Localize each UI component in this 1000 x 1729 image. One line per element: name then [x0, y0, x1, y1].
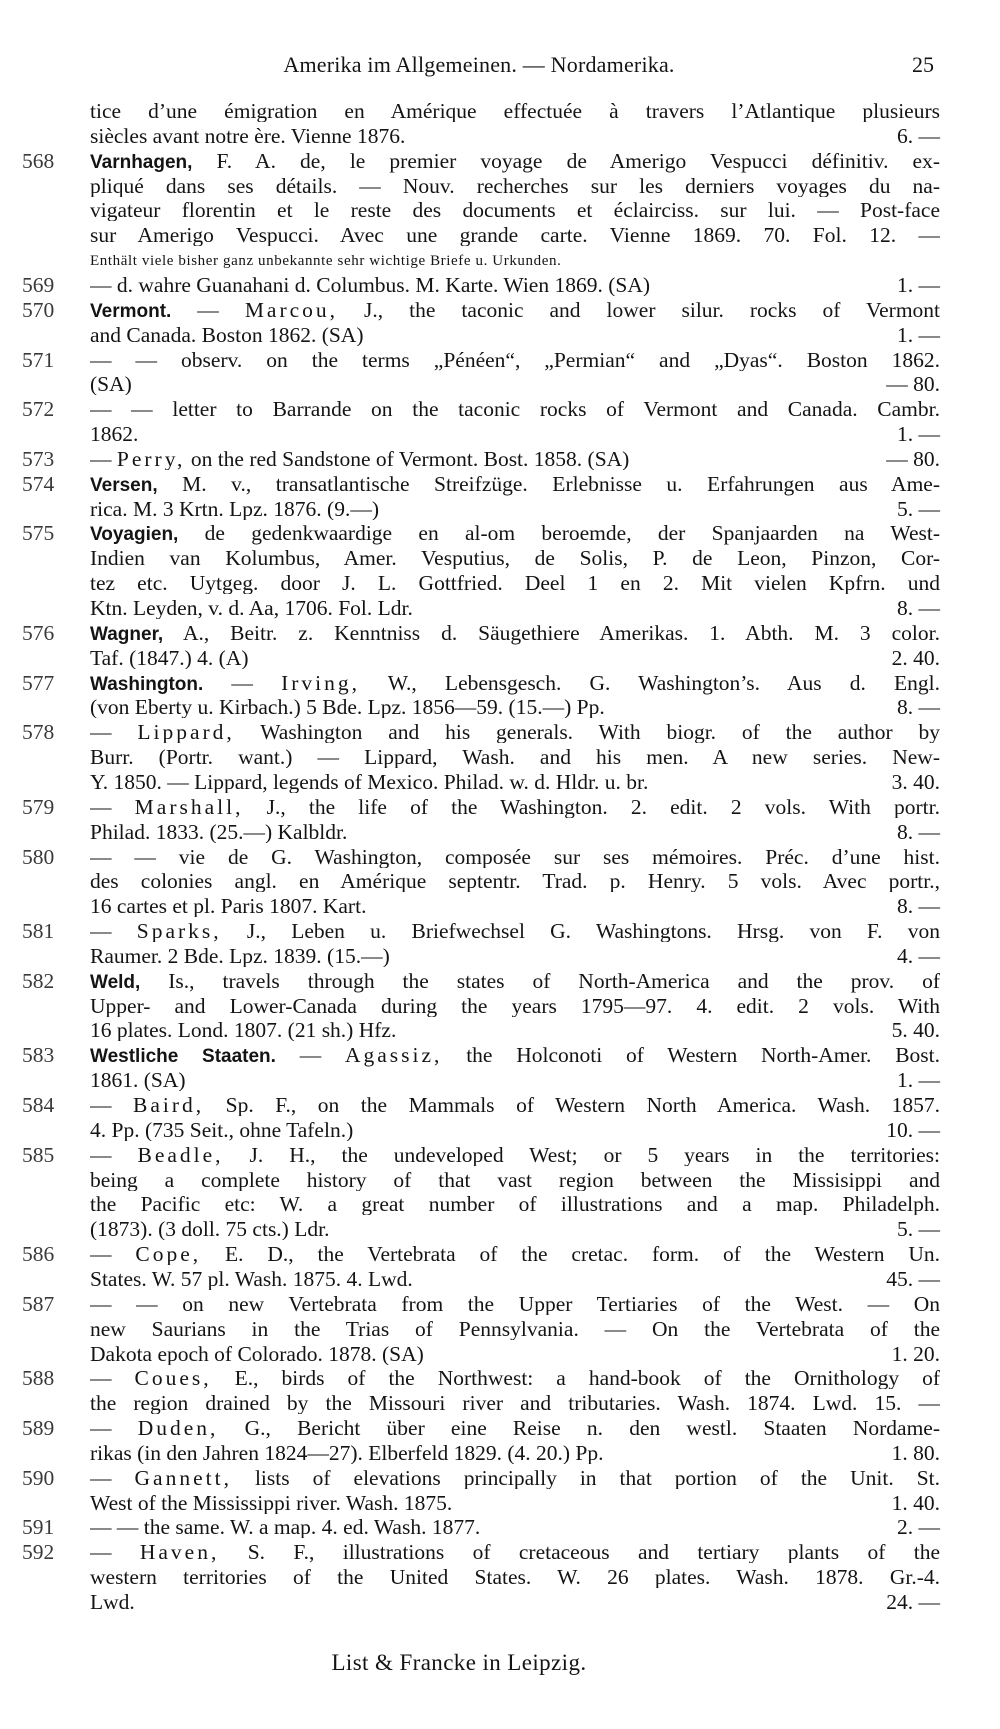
entry-keyword: Wagner, — [90, 623, 164, 645]
entry-text — [90, 224, 940, 246]
entry-run: Washington and his generals. With biogr. of the author by — [234, 721, 940, 744]
entry-run: E., birds of the Northwest: a hand-book of the Ornithology of — [211, 1367, 940, 1390]
catalogue-line — [22, 398, 940, 420]
entry-text — [90, 1367, 940, 1389]
entry-price: 5. 40. — [891, 1018, 940, 1043]
entry-number: 587 — [22, 1291, 55, 1316]
author-name: Lippard, — [137, 721, 235, 744]
entry-run: Philad. 1833. (25.—) Kalbldr. — [90, 820, 348, 843]
entry-price: 45. — — [886, 1266, 940, 1291]
entry-run: J. H., the undeveloped West; or 5 years in the territories: — [223, 1143, 940, 1166]
entry-run: tice d’une émigration en Amérique effectuée à travers l’Atlantique plusieurs — [90, 100, 940, 122]
entry-number: 573 — [22, 446, 55, 471]
entry-run: — — vie de G. Washington, composée sur ses mémoires. Préc. d’une hist. — [90, 845, 940, 868]
entry-price: 4. — — [897, 943, 940, 968]
entry-text — [90, 995, 940, 1017]
entry-number: 568 — [22, 148, 55, 173]
catalogue-line — [22, 1343, 940, 1365]
catalogue-line — [22, 473, 940, 495]
entry-number: 570 — [22, 297, 55, 322]
entry-text — [90, 324, 870, 346]
entry-run: the region drained by the Missouri river and tributaries. Wash. 1874. Lwd. 15. — — [90, 1392, 940, 1415]
entry-run: — — [90, 721, 138, 744]
entry-number: 583 — [22, 1043, 55, 1068]
entry-text — [90, 746, 940, 768]
entry-price: 8. — — [897, 894, 940, 919]
entry-text — [90, 970, 940, 994]
page-number: 25 — [912, 52, 934, 77]
entry-number: 589 — [22, 1416, 55, 1441]
entry-price: — 80. — [886, 372, 940, 397]
entry-run: des colonies angl. en Amérique septentr. Trad. p. Henry. 5 vols. Avec portr., — [90, 870, 940, 893]
entry-text — [90, 150, 940, 174]
entry-run: western territories of the United States. W. 26 plates. Wash. 1878. Gr.-4. — [90, 1566, 940, 1589]
catalogue-line — [22, 1566, 940, 1588]
running-title: Amerika im Allgemeinen. — Nordamerika. — [283, 52, 675, 77]
catalogue-line — [22, 1318, 940, 1340]
entry-run: — d. wahre Guanahani d. Columbus. M. Karte. Wien 1869. (SA) — [90, 273, 651, 296]
entry-keyword: Voyagien, — [90, 524, 179, 546]
entry-keyword: Versen, — [90, 474, 158, 496]
entry-run: sur Amerigo Vespucci. Avec une grande carte. Vienne 1869. 70. Fol. 12. — — [90, 224, 940, 247]
author-name: Baird, — [133, 1094, 205, 1116]
entry-text — [90, 647, 870, 669]
entry-run: Indien van Kolumbus, Amer. Vesputius, de Solis, P. de Leon, Pinzon, Cor- — [90, 547, 940, 570]
catalogue-line — [22, 150, 940, 172]
entry-text — [90, 274, 870, 296]
author-name: Duden, — [137, 1417, 219, 1440]
entry-number: 575 — [22, 521, 55, 546]
author-name: Beadle, — [137, 1143, 224, 1166]
catalogue-line — [22, 895, 940, 917]
entry-text — [90, 100, 940, 122]
catalogue-line — [22, 1069, 940, 1091]
entry-run: States. W. 57 pl. Wash. 1875. 4. Lwd. — [90, 1267, 413, 1290]
entry-price: 24. — — [886, 1590, 940, 1614]
entry-text — [90, 1541, 940, 1563]
entry-text — [90, 1069, 870, 1091]
entry-text — [90, 547, 940, 569]
catalogue-line — [22, 349, 940, 371]
catalogue-line — [22, 647, 940, 669]
entry-text — [90, 125, 870, 147]
entry-text — [90, 572, 940, 594]
entry-run: J., the taconic and lower silur. rocks of Vermont — [338, 298, 940, 322]
entry-run: — — [90, 1541, 140, 1564]
entry-run: — — [90, 1094, 134, 1116]
catalogue-line — [22, 721, 940, 743]
entry-run: — — [203, 671, 282, 695]
entry-number: 578 — [22, 720, 55, 745]
entry-run: — — [90, 920, 137, 943]
entry-run: — — [90, 1417, 138, 1440]
entry-run: F. A. de, le premier voyage de Amerigo Vespucci définitiv. ex- — [192, 149, 940, 173]
entry-text — [90, 1566, 940, 1588]
entry-keyword: Varnhagen, — [90, 151, 193, 173]
entry-number: 581 — [22, 919, 55, 944]
entry-run: Taf. (1847.) 4. (A) — [90, 646, 249, 669]
author-name: Coues, — [134, 1367, 212, 1390]
catalogue-line — [22, 448, 940, 470]
entry-text — [90, 423, 870, 445]
entry-number: 582 — [22, 968, 55, 993]
catalogue-line — [22, 1392, 940, 1414]
entry-number: 579 — [22, 794, 55, 819]
catalogue-line — [22, 100, 940, 122]
entry-number: 592 — [22, 1540, 55, 1565]
entry-price: 5. — — [897, 496, 940, 521]
entry-number: 580 — [22, 844, 55, 869]
entry-run: Dakota epoch of Colorado. 1878. (SA) — [90, 1342, 424, 1365]
entry-run: G., Bericht über eine Reise n. den westl. Staaten Nordame- — [218, 1417, 940, 1440]
entry-run: being a complete history of that vast region between the Missisippi and — [90, 1168, 940, 1191]
entry-price: 1. — — [897, 272, 940, 297]
catalogue-line — [22, 1293, 940, 1315]
entry-text — [90, 199, 940, 221]
catalogue-line — [22, 597, 940, 619]
catalogue-line — [22, 1144, 940, 1166]
author-name: Perry, — [116, 447, 186, 470]
entry-number: 577 — [22, 670, 55, 695]
entry-price: — 80. — [886, 446, 940, 471]
entry-run: J., Leben u. Briefwechsel G. Washingtons. Hrsg. von F. von — [221, 920, 940, 943]
entry-text — [90, 920, 940, 942]
entry-text — [90, 895, 870, 917]
author-name: Haven, — [139, 1541, 220, 1564]
entry-price: 3. 40. — [891, 769, 940, 794]
entry-number: 571 — [22, 347, 55, 372]
entry-number: 576 — [22, 620, 55, 645]
entry-run: on the red Sandstone of Vermont. Bost. 1858. (SA) — [185, 447, 630, 470]
entry-text — [90, 498, 870, 520]
entry-run: pliqué dans ses détails. — Nouv. recherches sur les derniers voyages du na- — [90, 174, 940, 197]
entry-run: J., the life of the Washington. 2. edit. 2 vols. With portr. — [243, 795, 940, 818]
catalogue-line — [22, 1019, 940, 1041]
entry-text — [90, 473, 940, 497]
catalogue-line — [22, 920, 940, 942]
entry-price: 1. — — [897, 1068, 940, 1093]
entry-run: West of the Mississippi river. Wash. 1875. — [90, 1491, 453, 1514]
catalogue-line — [22, 373, 940, 395]
entry-run: M. v., transatlantische Streifzüge. Erlebnisse u. Erfahrungen aus Ame- — [157, 472, 940, 496]
entry-number: 591 — [22, 1515, 55, 1540]
entry-run: E. D., the Vertebrata of the cretac. form. of the Western Un. — [201, 1243, 940, 1266]
catalogue-line — [22, 1442, 940, 1464]
entry-run: (SA) — [90, 373, 132, 396]
entry-text — [90, 771, 870, 793]
author-name: Sparks, — [136, 920, 222, 943]
entry-text — [90, 1516, 870, 1538]
entry-text — [90, 1442, 870, 1464]
entry-number: 572 — [22, 397, 55, 422]
entry-text — [90, 1243, 940, 1265]
entry-run: — — [171, 298, 245, 322]
entry-number: 590 — [22, 1465, 55, 1490]
author-name: Agassiz, — [344, 1044, 443, 1068]
entry-text — [90, 597, 870, 619]
entry-run: the Pacific etc: W. a great number of illustrations and a map. Philadelph. — [90, 1193, 940, 1216]
entry-run: rica. M. 3 Krtn. Lpz. 1876. (9.—) — [90, 497, 379, 520]
entry-text — [90, 522, 940, 546]
entry-text — [90, 1467, 940, 1489]
catalogue-line — [22, 1169, 940, 1191]
entry-run: de gedenkwaardige en al-om beroemde, der Spanjaarden na West- — [178, 522, 940, 546]
catalogue-line — [22, 870, 940, 892]
catalogue-line — [22, 324, 940, 346]
catalogue-line — [22, 945, 940, 967]
entry-run: — — letter to Barrande on the taconic rocks of Vermont and Canada. Cambr. — [90, 398, 940, 421]
entry-run: rikas (in den Jahren 1824—27). Elberfeld 1829. (4. 20.) Pp. — [90, 1441, 604, 1464]
catalogue-line — [22, 995, 940, 1017]
entry-run: — — [90, 795, 135, 818]
entry-run: 16 plates. Lond. 1807. (21 sh.) Hfz. — [90, 1019, 397, 1042]
entry-number: 588 — [22, 1366, 55, 1391]
entry-text — [90, 1119, 870, 1141]
entry-run: Ktn. Leyden, v. d. Aa, 1706. Fol. Ldr. — [90, 597, 413, 619]
entry-run: A., Beitr. z. Kenntniss d. Säugethiere Amerikas. 1. Abth. M. 3 color. — [163, 621, 940, 645]
catalogue-line — [22, 970, 940, 992]
entry-text — [90, 1094, 940, 1116]
catalogue-line — [22, 249, 940, 271]
entry-text — [90, 1044, 940, 1068]
catalogue-line — [22, 746, 940, 768]
entry-run: (1873). (3 doll. 75 cts.) Ldr. — [90, 1218, 330, 1241]
entry-run: 16 cartes et pl. Paris 1807. Kart. — [90, 895, 367, 918]
entry-text — [90, 1318, 940, 1340]
catalogue-line — [22, 1467, 940, 1489]
author-name: Cope, — [135, 1243, 202, 1266]
entry-text — [90, 299, 940, 323]
catalogue-line — [22, 622, 940, 644]
entry-text — [90, 821, 870, 843]
entry-text — [90, 1392, 940, 1414]
entry-text — [90, 1144, 940, 1166]
entry-run: Burr. (Portr. want.) — Lippard, Wash. and his men. A new series. New- — [90, 746, 940, 769]
entry-run: Enthält viele bisher ganz unbekannte sehr wichtige Briefe u. Urkunden. — [90, 253, 562, 270]
entry-run: 4. Pp. (735 Seit., ohne Tafeln.) — [90, 1118, 354, 1141]
entry-run: vigateur florentin et le reste des documents et éclairciss. sur lui. — Post-face — [90, 199, 940, 222]
entry-run: Raumer. 2 Bde. Lpz. 1839. (15.—) — [90, 944, 390, 967]
entry-text — [90, 622, 940, 646]
author-name: Marcou, — [244, 298, 339, 322]
entry-number: 574 — [22, 471, 55, 496]
entry-run: — — [90, 1243, 136, 1266]
entry-text — [90, 249, 940, 273]
entry-price: 2. — — [897, 1515, 940, 1540]
entry-keyword: Westliche Staaten. — [90, 1046, 276, 1068]
entry-price: 1. — — [897, 422, 940, 447]
entry-run: 1862. — [90, 423, 139, 446]
catalogue-line — [22, 498, 940, 520]
entry-price: 6. — — [897, 123, 940, 148]
entry-run: siècles avant notre ère. Vienne 1876. — [90, 124, 406, 147]
entry-number: 569 — [22, 272, 55, 297]
entry-price: 2. 40. — [891, 645, 940, 670]
catalogue-line — [22, 547, 940, 569]
catalogue-line — [22, 199, 940, 221]
entry-run: — — [90, 447, 117, 470]
catalogue-line — [22, 299, 940, 321]
catalogue-line — [22, 125, 940, 147]
catalogue-line — [22, 1541, 940, 1563]
catalogue-line — [22, 1516, 940, 1538]
entry-run: Sp. F., on the Mammals of Western North America. Wash. 1857. — [204, 1094, 940, 1116]
catalogue-line — [22, 423, 940, 445]
entry-price: 1. 80. — [891, 1440, 940, 1465]
catalogue-line — [22, 1492, 940, 1514]
entry-price: 8. — — [897, 695, 940, 720]
entry-text — [90, 1019, 870, 1041]
entry-number: 586 — [22, 1242, 55, 1267]
entry-run: — — [90, 1367, 135, 1390]
entry-run: new Saurians in the Trias of Pennsylvania. — On the Vertebrata of the — [90, 1317, 940, 1340]
entry-run: Lwd. — [90, 1591, 135, 1613]
catalogue-line — [22, 1417, 940, 1439]
author-name: Gannett, — [134, 1466, 232, 1489]
catalogue-line — [22, 1193, 940, 1215]
entry-run: Y. 1850. — Lippard, legends of Mexico. Philad. w. d. Hldr. u. br. — [90, 770, 649, 793]
entry-price: 8. — — [897, 819, 940, 844]
catalogue-line — [22, 572, 940, 594]
author-name: Irving, — [281, 671, 360, 695]
entry-text — [90, 945, 870, 967]
entry-price: 5. — — [897, 1217, 940, 1242]
entry-keyword: Weld, — [90, 971, 141, 993]
entry-run: — — observ. on the terms „Pénéen“, „Permian“ and „Dyas“. Boston 1862. — [90, 348, 940, 371]
entry-text — [90, 672, 940, 696]
entry-run: 1861. (SA) — [90, 1069, 186, 1092]
catalogue-line — [22, 1591, 940, 1613]
entry-price: 8. — — [897, 596, 940, 620]
entry-run: Upper- and Lower-Canada during the years 1795—97. 4. edit. 2 vols. With — [90, 994, 940, 1017]
catalogue-line — [22, 522, 940, 544]
catalogue-line — [22, 274, 940, 296]
entry-run: the Holconoti of Western North-Amer. Bost. — [442, 1044, 940, 1068]
catalogue-line — [22, 696, 940, 718]
catalogue-line — [22, 672, 940, 694]
catalogue-line — [22, 771, 940, 793]
entry-run: and Canada. Boston 1862. (SA) — [90, 323, 364, 346]
entry-text — [90, 1169, 940, 1191]
entry-text — [90, 796, 940, 818]
catalogue-line — [22, 1094, 940, 1116]
author-name: Marshall, — [134, 795, 244, 818]
catalogue-line — [22, 175, 940, 197]
entry-run: — — [90, 1143, 138, 1166]
entry-text — [90, 846, 940, 868]
entry-text — [90, 398, 940, 420]
entry-text — [90, 1268, 870, 1290]
catalogue-line — [22, 1119, 940, 1141]
entry-number: 584 — [22, 1093, 55, 1117]
entry-text — [90, 721, 940, 743]
entry-text — [90, 175, 940, 197]
entry-price: 10. — — [886, 1117, 940, 1142]
entry-text — [90, 1343, 870, 1365]
entry-text — [90, 373, 870, 395]
entry-price: 1. 40. — [891, 1490, 940, 1515]
publisher-footer: List & Francke in Leipzig. — [331, 1650, 587, 1675]
catalogue-line — [22, 1243, 940, 1265]
catalogue-line — [22, 1367, 940, 1389]
entry-text — [90, 1591, 870, 1613]
catalogue-line — [22, 796, 940, 818]
entry-price: 1. — — [897, 322, 940, 347]
entry-run: — — [275, 1044, 345, 1068]
entry-run: lists of elevations principally in that portion of the Unit. St. — [231, 1466, 940, 1489]
entry-run: Is., travels through the states of North-America and the prov. of — [140, 969, 940, 993]
catalogue-line — [22, 821, 940, 843]
entry-keyword: Washington. — [90, 673, 204, 695]
entry-text — [90, 1193, 940, 1215]
entry-run: W., Lebensgesch. G. Washington’s. Aus d. Engl. — [359, 671, 940, 695]
entry-text — [90, 1417, 940, 1439]
entry-price: 1. 20. — [891, 1341, 940, 1366]
catalogue-line — [22, 1044, 940, 1066]
entry-run: S. F., illustrations of cretaceous and tertiary plants of the — [219, 1541, 940, 1564]
entry-text — [90, 1293, 940, 1315]
entry-run: (von Eberty u. Kirbach.) 5 Bde. Lpz. 1856—59. (15.—) Pp. — [90, 696, 605, 719]
catalogue-line — [22, 1268, 940, 1290]
entry-number: 585 — [22, 1142, 55, 1167]
entry-text — [90, 349, 940, 371]
entry-run: tez etc. Uytgeg. door J. L. Gottfried. Deel 1 en 2. Mit vielen Kpfrn. und — [90, 572, 940, 595]
entry-run: — — on new Vertebrata from the Upper Tertiaries of the West. — On — [90, 1292, 940, 1315]
catalogue-line — [22, 224, 940, 246]
entry-text — [90, 448, 870, 470]
entry-run: — — [90, 1466, 135, 1489]
page-header — [24, 52, 934, 86]
catalogue-line — [22, 1218, 940, 1240]
entry-keyword: Vermont. — [90, 300, 172, 322]
entry-text — [90, 696, 870, 718]
catalogue-line — [22, 846, 940, 868]
entry-text — [90, 1218, 870, 1240]
entry-text — [90, 870, 940, 892]
entry-run: — — the same. W. a map. 4. ed. Wash. 1877. — [90, 1516, 481, 1539]
entry-text — [90, 1492, 870, 1514]
